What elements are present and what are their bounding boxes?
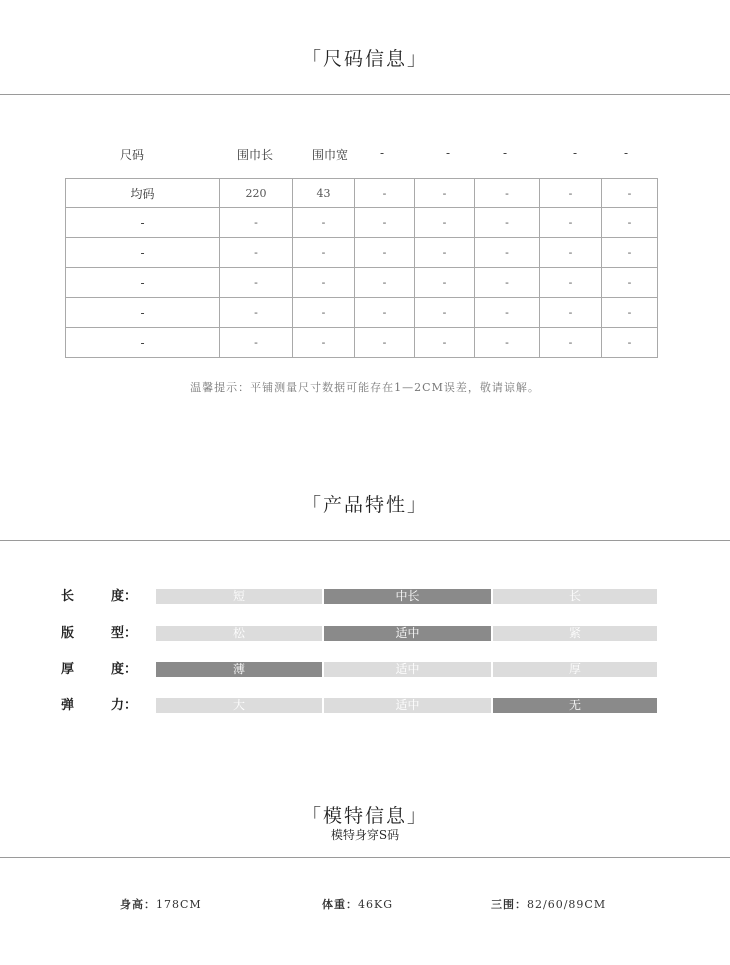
table-cell: - [540,179,602,208]
table-cell: - [355,298,415,328]
table-cell: - [540,328,602,358]
feature-option: 紧 [493,626,657,641]
table-cell: - [540,268,602,298]
table-cell: - [415,208,475,238]
feature-option: 厚 [493,662,657,677]
table-row [66,238,658,268]
feature-row [0,698,730,714]
feature-option: 适中 [324,698,491,713]
table-cell: - [293,238,355,268]
table-cell: - [475,268,540,298]
table-cell: 220 [220,179,293,208]
feature-option-active: 适中 [324,626,491,641]
feature-option: 短 [156,589,322,604]
feature-label [61,698,137,714]
table-cell: - [602,328,658,358]
table-cell: - [220,208,293,238]
table-cell: - [475,298,540,328]
model-measure-label: 三围： [491,898,527,911]
feature-option-active: 无 [493,698,657,713]
table-row [66,179,658,208]
feature-label-first: 弹 [61,698,75,713]
table-cell: - [66,298,220,328]
table-cell: - [475,208,540,238]
feature-row [0,626,730,642]
table-cell: - [66,268,220,298]
feature-label-second: 力： [110,698,137,713]
model-weight [322,896,393,912]
table-row [66,208,658,238]
table-cell: - [475,179,540,208]
table-cell: - [220,238,293,268]
table-cell: - [602,238,658,268]
table-cell: - [540,298,602,328]
feature-label-second: 型： [110,626,137,641]
table-cell: - [602,208,658,238]
feature-row [0,662,730,678]
table-cell: - [66,208,220,238]
model-subtitle: 模特身穿S码 [330,828,400,842]
model-measurements [491,896,606,912]
table-cell: 43 [293,179,355,208]
feature-option: 松 [156,626,322,641]
feature-label-first: 长 [61,589,75,604]
model-section-title: 「模特信息」 [301,805,428,827]
table-cell: - [355,208,415,238]
table-cell: 均码 [66,179,220,208]
table-cell: - [602,298,658,328]
feature-option: 大 [156,698,322,713]
table-cell: - [220,268,293,298]
table-cell: - [415,179,475,208]
feature-row [0,589,730,605]
feature-section-title: 「产品特性」 [301,494,428,516]
feature-label [61,626,137,642]
feature-label [61,589,137,605]
feature-option-active: 薄 [156,662,322,677]
table-row [66,328,658,358]
size-table-header [0,146,730,162]
model-measure-value: 82/60/89CM [527,898,607,911]
model-weight-label: 体重： [322,898,358,911]
table-cell: - [355,238,415,268]
table-cell: - [475,238,540,268]
feature-label-first: 厚 [61,662,75,677]
size-section-title: 「尺码信息」 [301,48,428,70]
feature-option: 长 [493,589,657,604]
table-cell: - [602,179,658,208]
table-cell: - [602,268,658,298]
divider [0,540,730,541]
table-cell: - [540,208,602,238]
model-height-label: 身高： [120,898,156,911]
header-blank: - [445,146,451,160]
table-cell: - [293,268,355,298]
header-scarf-length: 围巾长 [236,148,274,162]
header-blank: - [502,146,508,160]
table-cell: - [540,238,602,268]
header-blank: - [623,146,629,160]
table-cell: - [355,268,415,298]
table-row [66,298,658,328]
divider [0,94,730,95]
measurement-tip: 温馨提示：平铺测量尺寸数据可能存在1—2CM误差，敬请谅解。 [190,381,540,394]
table-cell: - [220,328,293,358]
feature-option: 适中 [324,662,491,677]
table-cell: - [293,328,355,358]
table-cell: - [415,238,475,268]
header-blank: - [379,146,385,160]
model-height [120,896,202,912]
table-cell: - [293,208,355,238]
table-cell: - [415,298,475,328]
feature-option-active: 中长 [324,589,491,604]
model-weight-value: 46KG [358,898,394,911]
table-cell: - [415,328,475,358]
model-height-value: 178CM [156,898,202,911]
table-cell: - [293,298,355,328]
feature-label [61,662,137,678]
feature-label-second: 度： [110,662,137,677]
divider [0,857,730,858]
feature-label-second: 度： [110,589,137,604]
table-cell: - [66,328,220,358]
table-cell: - [415,268,475,298]
table-cell: - [66,238,220,268]
table-cell: - [475,328,540,358]
header-scarf-width: 围巾宽 [311,148,349,162]
table-row [66,268,658,298]
table-cell: - [355,328,415,358]
table-cell: - [355,179,415,208]
size-table [65,178,658,358]
table-cell: - [220,298,293,328]
feature-label-first: 版 [61,626,75,641]
header-blank: - [572,146,578,160]
header-size: 尺码 [119,148,145,162]
